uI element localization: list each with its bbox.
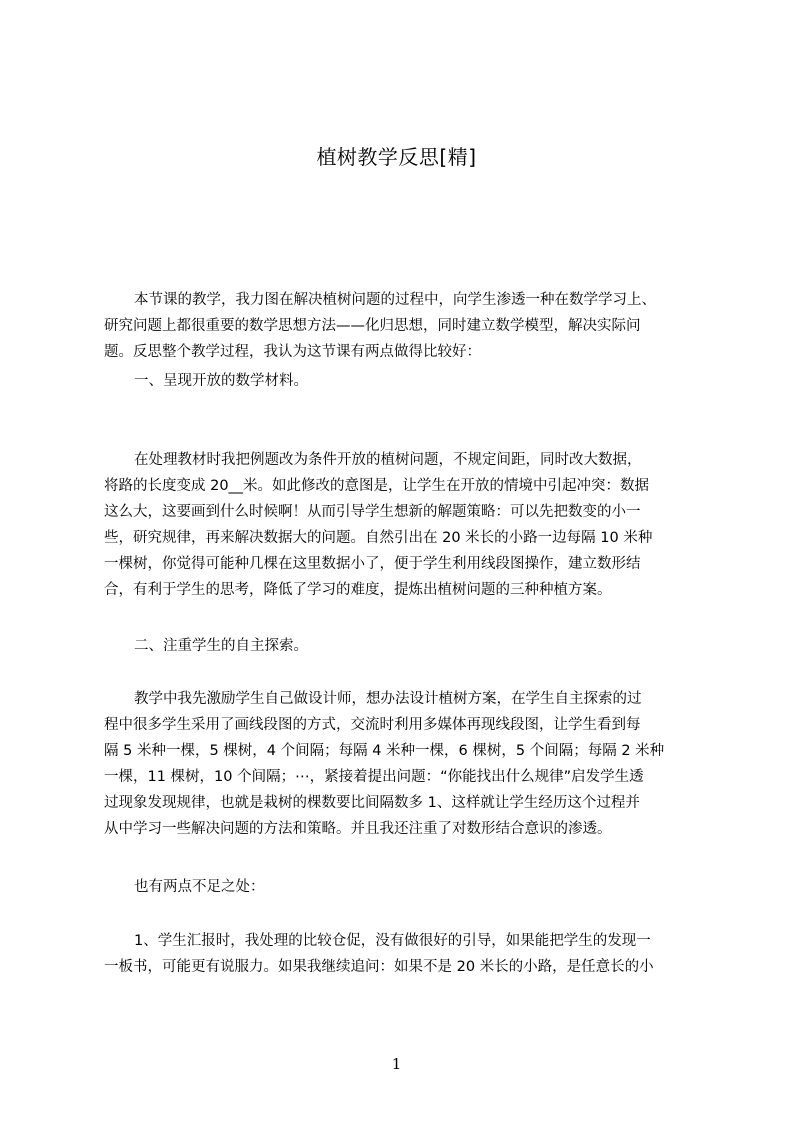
- intro-paragraph: [104, 287, 696, 365]
- paragraph-line: 隔 5 米种一棵，5 棵树，4 个间隔；每隔 4 米种一棵，6 棵树，5 个间隔；每隔 2 米种: [104, 743, 665, 759]
- paragraph-line: 从中学习一些解决问题的方法和策略。并且我还注重了对数形结合意识的渗透。: [104, 821, 612, 837]
- paragraph-line: 合，有利于学生的思考，降低了学习的难度，提炼出植树问题的三种种植方案。: [104, 582, 612, 598]
- section-1-paragraph: [104, 447, 696, 603]
- document-title: 植树教学反思[精]: [316, 145, 477, 169]
- paragraph-line: 研究问题上都很重要的数学思想方法——化归思想，同时建立数学模型，解决实际问: [104, 318, 641, 334]
- paragraph-line: 些，研究规律，再来解决数据大的问题。自然引出在 20 米长的小路一边每隔 10 米种: [104, 530, 653, 546]
- paragraph-line: 过现象发现规律，也就是栽树的棵数要比间隔数多 1、这样就让学生经历这个过程并: [104, 795, 640, 811]
- paragraph-line: 1、学生汇报时，我处理的比较仓促，没有做很好的引导，如果能把学生的发现一: [134, 933, 651, 949]
- paragraph-line: 一棵树，你觉得可能种几棵在这里数据小了，便于学生利用线段图操作，建立数形结: [104, 556, 641, 572]
- paragraph-line: 这么大，这要画到什么时候啊！从而引导学生想新的解题策略：可以先把数变的小一: [104, 504, 641, 520]
- paragraph-line: 在处理教材时我把例题改为条件开放的植树问题，不规定间距，同时改大数据，: [134, 452, 642, 468]
- paragraph-line: 教学中我先激励学生自己做设计师，想办法设计植树方案，在学生自主探索的过: [134, 691, 642, 707]
- paragraph-line: 一棵，11 棵树，10 个间隔；⋯，紧接着提出问题：“你能找出什么规律”启发学生透: [104, 769, 644, 785]
- paragraph-line: 将路的长度变成 20__米。如此修改的意图是，让学生在开放的情境中引起冲突：数据: [104, 478, 650, 494]
- section-2-paragraph: [104, 686, 696, 842]
- paragraph-line: 本节课的教学，我力图在解决植树问题的过程中，向学生渗透一种在数学学习上、: [134, 292, 656, 308]
- page-number: 1: [391, 1055, 402, 1073]
- section-heading-2: 二、注重学生的自主探索。: [134, 638, 308, 654]
- section-heading-1: 一、呈现开放的数学材料。: [134, 373, 308, 389]
- paragraph-line: 一板书，可能更有说服力。如果我继续追问：如果不是 20 米长的小路，是任意长的小: [104, 959, 654, 975]
- paragraph-line: 题。反思整个教学过程，我认为这节课有两点做得比较好：: [104, 344, 481, 360]
- shortcomings-heading: 也有两点不足之处：: [134, 879, 265, 895]
- shortcomings-paragraph: [104, 928, 696, 980]
- paragraph-line: 程中很多学生采用了画线段图的方式，交流时利用多媒体再现线段图，让学生看到每: [104, 717, 641, 733]
